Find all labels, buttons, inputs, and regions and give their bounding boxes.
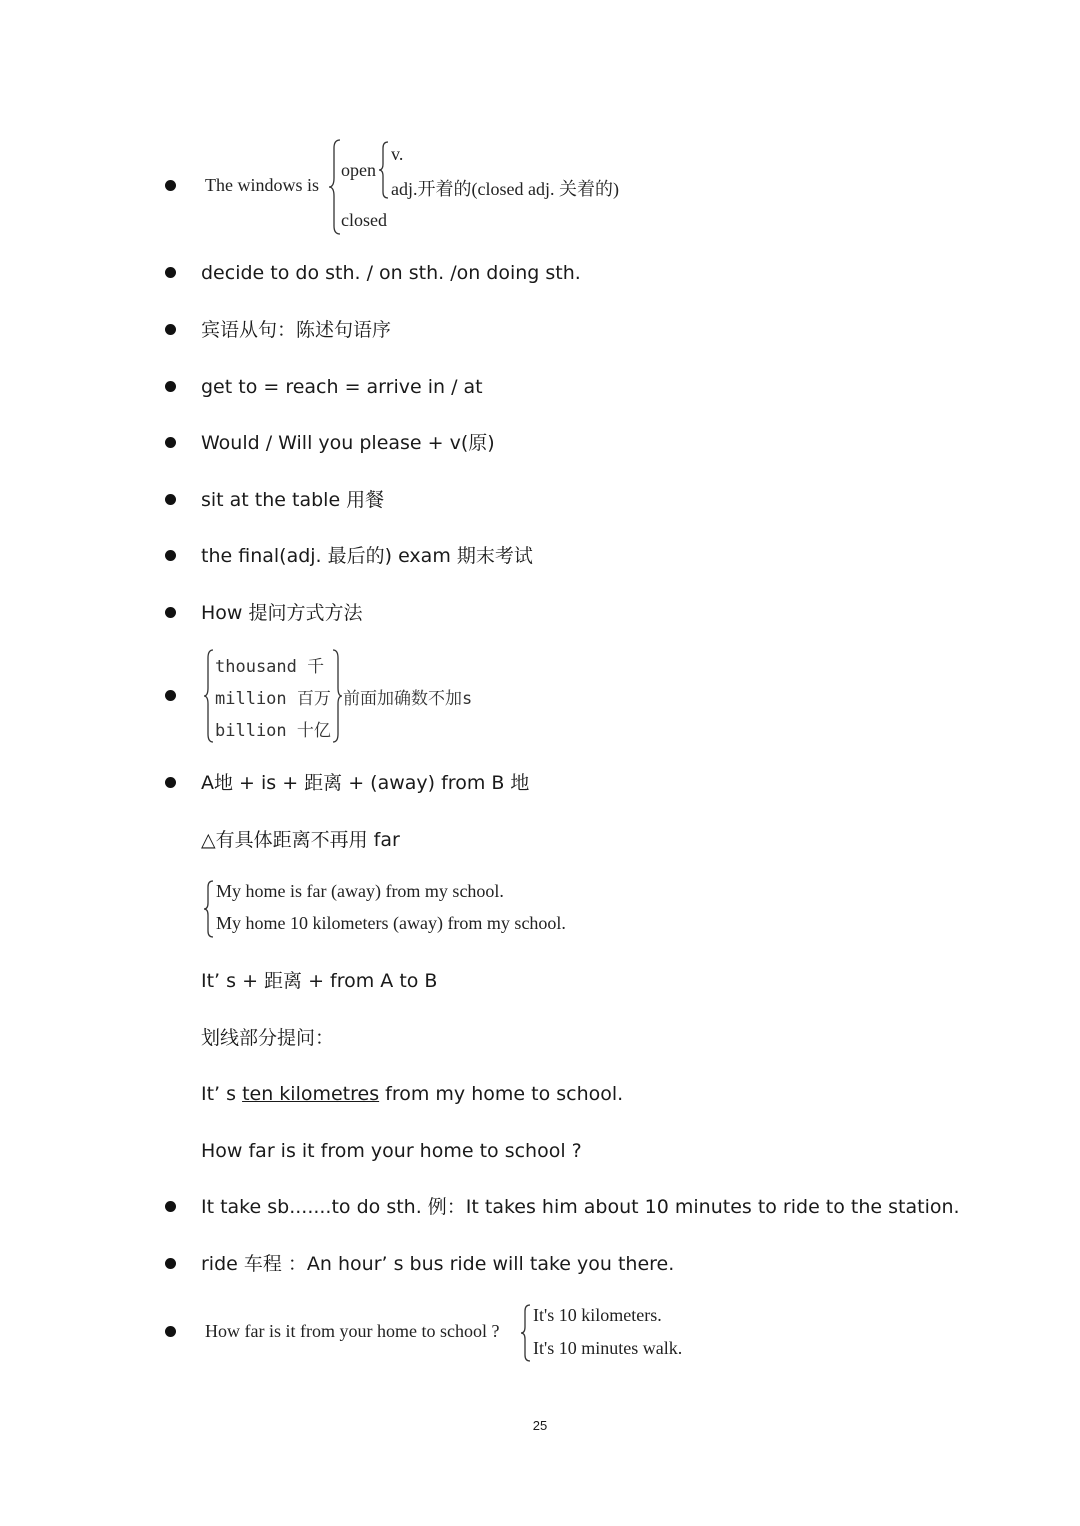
bullet <box>165 777 176 788</box>
bullet <box>165 550 176 561</box>
windows-open: open <box>341 160 376 180</box>
billion-text: billion 十亿 <box>215 721 331 741</box>
page-number: 25 <box>532 1418 548 1433</box>
left-brace <box>203 648 215 744</box>
sit-line: sit at the table 用餐 <box>201 489 385 511</box>
example-sentence <box>201 1082 623 1106</box>
bullet <box>165 1326 176 1337</box>
final-line: the final(adj. 最后的) exam 期末考试 <box>201 545 533 567</box>
example-10km: My home 10 kilometers (away) from my school. <box>216 913 566 933</box>
bullet <box>165 180 176 191</box>
left-brace <box>328 138 342 236</box>
left-brace <box>203 879 215 939</box>
left-brace <box>378 140 390 200</box>
underlined-phrase: ten kilometres <box>242 1083 380 1105</box>
bullet <box>165 324 176 335</box>
windows-closed: closed <box>341 210 387 230</box>
ride-line: ride 车程 ：An hour’ s bus ride will take you there. <box>201 1253 675 1275</box>
sentence-end: from my home to school. <box>379 1083 624 1105</box>
its-pattern: It’ s + 距离 + from A to B <box>201 970 438 992</box>
would-line: Would / Will you please + v(原) <box>201 432 495 454</box>
windows-v: v. <box>391 144 404 164</box>
get-to-line: get to = reach = arrive in / at <box>201 376 483 398</box>
take-line: It take sb.......to do sth. 例：It takes him about 10 minutes to ride to the station. <box>201 1196 960 1218</box>
bullet <box>165 381 176 392</box>
sentence-start: It’ s <box>201 1083 243 1105</box>
bullet <box>165 690 176 701</box>
example-far: My home is far (away) from my school. <box>216 881 504 901</box>
left-brace <box>520 1303 532 1363</box>
bullet <box>165 1258 176 1269</box>
bullet <box>165 267 176 278</box>
numbers-note: 前面加确数不加s <box>343 689 473 709</box>
underline-question-label: 划线部分提问： <box>201 1027 335 1049</box>
object-clause-line: 宾语从句：陈述句语序 <box>201 319 392 341</box>
bullet <box>165 1201 176 1212</box>
how-far-question: How far is it from your home to school ? <box>201 1140 582 1162</box>
how-far-q: How far is it from your home to school ? <box>205 1321 500 1341</box>
how-far-a2: It's 10 minutes walk. <box>533 1338 683 1358</box>
bullet <box>165 607 176 618</box>
how-line: How 提问方式方法 <box>201 602 363 624</box>
decide-line: decide to do sth. / on sth. /on doing sth. <box>201 262 581 284</box>
thousand-text: thousand 千 <box>215 657 325 677</box>
windows-lead: The windows is <box>205 175 319 195</box>
bullet <box>165 437 176 448</box>
distance-tip: △有具体距离不再用 far <box>201 829 400 851</box>
distance-rule: A地 + is + 距离 + (away) from B 地 <box>201 772 530 794</box>
million-text: million 百万 <box>215 689 331 709</box>
bullet <box>165 494 176 505</box>
how-far-a1: It's 10 kilometers. <box>533 1305 662 1325</box>
windows-adj: adj.开着的(closed adj. 关着的) <box>391 179 619 199</box>
right-brace <box>331 648 343 744</box>
